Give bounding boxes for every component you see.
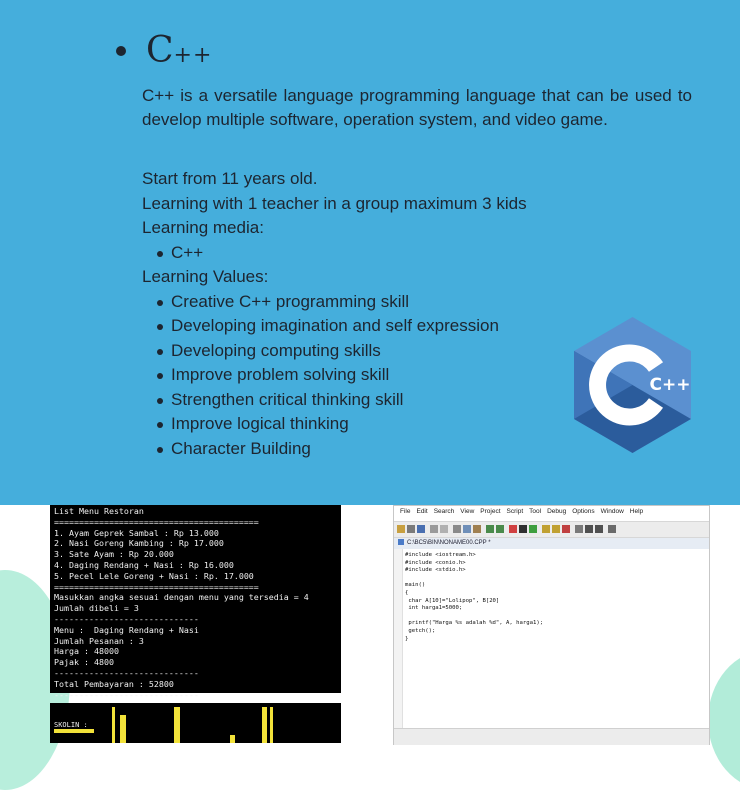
game-pillar (112, 707, 115, 743)
list-bullet-item: Character Building (142, 437, 527, 462)
game-console-window (50, 703, 341, 743)
ide-menu-edit[interactable]: Edit (416, 508, 428, 515)
redo-icon[interactable] (496, 525, 504, 533)
game-pillar (174, 707, 180, 743)
ide-toolbar (394, 521, 709, 538)
ide-menu-debug[interactable]: Debug (547, 508, 567, 515)
list-line: Start from 11 years old. (142, 169, 318, 188)
run-icon[interactable] (529, 525, 537, 533)
paste-icon[interactable] (473, 525, 481, 533)
make-icon[interactable] (519, 525, 527, 533)
ide-code-text[interactable]: #include <iostream.h> #include <conio.h> #include <stdio.h> main() { char A[10]="Lolipop", B[20] int harga1=5000; printf("Harga %s adalah %d", A, harga1); getch(); } (405, 552, 544, 642)
ide-menu-help[interactable]: Help (629, 508, 644, 515)
heading-plus: ++ (173, 43, 213, 68)
cut-icon[interactable] (453, 525, 461, 533)
ide-menu-script[interactable]: Script (506, 508, 524, 515)
ide-menubar (394, 508, 709, 520)
list-bullet-item: Improve logical thinking (142, 412, 527, 437)
ide-gutter (394, 549, 403, 729)
list-line: Learning Values: (142, 267, 269, 286)
ide-window (393, 505, 710, 745)
list-line: Learning media: (142, 218, 264, 237)
step-icon[interactable] (542, 525, 550, 533)
copy-icon[interactable] (463, 525, 471, 533)
list-bullet-item: Improve problem solving skill (142, 363, 527, 388)
ide-menu-window[interactable]: Window (600, 508, 624, 515)
ide-menu-project[interactable]: Project (480, 508, 501, 515)
list-line: Learning with 1 teacher in a group maximum 3 kids (142, 193, 527, 213)
decorative-blob-right (708, 650, 740, 790)
file-icon (398, 539, 404, 545)
heading-bullet (116, 46, 126, 56)
game-score-bar (54, 729, 94, 733)
compile-icon[interactable] (509, 525, 517, 533)
game-score-label: SKOLIN : (54, 721, 88, 729)
trace-icon[interactable] (552, 525, 560, 533)
ide-menu-options[interactable]: Options (572, 508, 595, 515)
ide-menu-search[interactable]: Search (433, 508, 455, 515)
heading-title (146, 30, 212, 71)
console-output-window: List Menu Restoran ========================================= 1. Ayam Geprek Sambal : Rp 13.000 2. Nasi Goreng Kambing : Rp 17.000 3. Sate Ayam : Rp 20.000 4. Daging Rendang + Nasi : Rp 16.000 5. Pecel Lele Goreng + Nasi : Rp. 17.000 ========================================= Masukkan angka sesuai dengan menu yang tersedia = 4 Jumlah dibeli = 3 ----------------------------- Menu : Daging Rendang + Nasi Jumlah Pesanan : 3 Harga : 48000 Pajak : 4800 ----------------------------- Total Pembayaran : 52800 ----------------------------- (50, 505, 341, 693)
game-pillar (120, 715, 126, 743)
help-icon[interactable] (608, 525, 616, 533)
find-icon[interactable] (430, 525, 438, 533)
save-icon[interactable] (417, 525, 425, 533)
cascade-icon[interactable] (595, 525, 603, 533)
undo-icon[interactable] (486, 525, 494, 533)
info-list (142, 167, 527, 461)
ide-file-tab[interactable] (394, 538, 709, 549)
list-bullet-item: C++ (142, 241, 527, 266)
list-bullet-item: Creative C++ programming skill (142, 290, 527, 315)
watch-icon[interactable] (575, 525, 583, 533)
game-pillar (270, 707, 273, 743)
list-bullet-item: Developing computing skills (142, 339, 527, 364)
cpp-logo-icon (570, 315, 695, 455)
list-bullet-item: Strengthen critical thinking skill (142, 388, 527, 413)
open-file-icon[interactable] (407, 525, 415, 533)
game-pillar (262, 707, 267, 743)
ide-file-name: C:\BC5\BIN\NONAME00.CPP * (407, 540, 491, 546)
replace-icon[interactable] (440, 525, 448, 533)
ide-status-bar (394, 728, 709, 745)
ide-menu-view[interactable]: View (460, 508, 475, 515)
breakpoint-icon[interactable] (562, 525, 570, 533)
heading-letter: C (146, 30, 174, 71)
logo-text: C++ (649, 375, 691, 395)
tile-icon[interactable] (585, 525, 593, 533)
ide-menu-tool[interactable]: Tool (529, 508, 542, 515)
new-file-icon[interactable] (397, 525, 405, 533)
list-bullet-item: Developing imagination and self expression (142, 314, 527, 339)
description-paragraph: C++ is a versatile language programming language that can be used to develop multiple software, operation system, and video game. (142, 86, 692, 129)
ide-menu-file[interactable]: File (400, 508, 411, 515)
game-pillar (230, 735, 235, 743)
ide-code-editor[interactable] (394, 549, 709, 729)
